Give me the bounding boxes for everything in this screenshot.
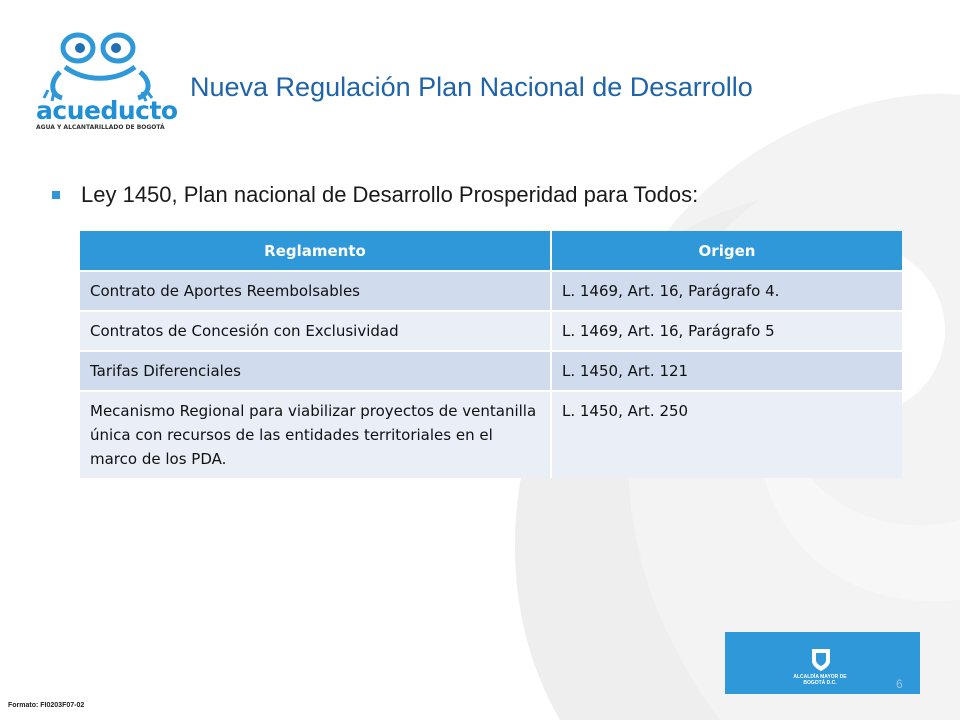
logo-wordmark: acueducto bbox=[36, 96, 178, 125]
table-cell-reglamento: Tarifas Diferenciales bbox=[80, 351, 551, 391]
table-cell-reglamento: Contrato de Aportes Reembolsables bbox=[80, 271, 551, 311]
table-row bbox=[80, 271, 902, 311]
header-reglamento: Reglamento bbox=[80, 231, 551, 271]
table-cell-reglamento: Mecanismo Regional para viabilizar proyectos de ventanilla única con recursos de las entidades territoriales en el marco de los PDA. bbox=[80, 391, 551, 478]
table-cell-reglamento: Contratos de Concesión con Exclusividad bbox=[80, 311, 551, 351]
bullet-item bbox=[52, 182, 698, 208]
coat-of-arms-icon bbox=[810, 647, 832, 673]
table-header-row bbox=[80, 231, 902, 271]
table-cell-origen: L. 1469, Art. 16, Parágrafo 4. bbox=[551, 271, 902, 311]
logo-subtext: AGUA Y ALCANTARILLADO DE BOGOTÁ bbox=[36, 124, 165, 131]
bullet-text: Ley 1450, Plan nacional de Desarrollo Prosperidad para Todos: bbox=[81, 182, 699, 207]
alcaldia-label: ALCALDÍA MAYOR DE BOGOTÁ D.C. bbox=[793, 674, 847, 686]
table-row bbox=[80, 391, 902, 478]
header-origen: Origen bbox=[551, 231, 902, 271]
page-number: 6 bbox=[896, 677, 903, 691]
format-code: Formato: FI0203F07-02 bbox=[8, 702, 85, 709]
table-cell-origen: L. 1450, Art. 250 bbox=[551, 391, 902, 478]
table-cell-origen: L. 1469, Art. 16, Parágrafo 5 bbox=[551, 311, 902, 351]
regulation-table bbox=[80, 231, 902, 478]
table-row bbox=[80, 311, 902, 351]
table-cell-origen: L. 1450, Art. 121 bbox=[551, 351, 902, 391]
table-row bbox=[80, 351, 902, 391]
slide-title: Nueva Regulación Plan Nacional de Desarrollo bbox=[190, 72, 753, 102]
square-bullet-icon bbox=[52, 191, 60, 199]
